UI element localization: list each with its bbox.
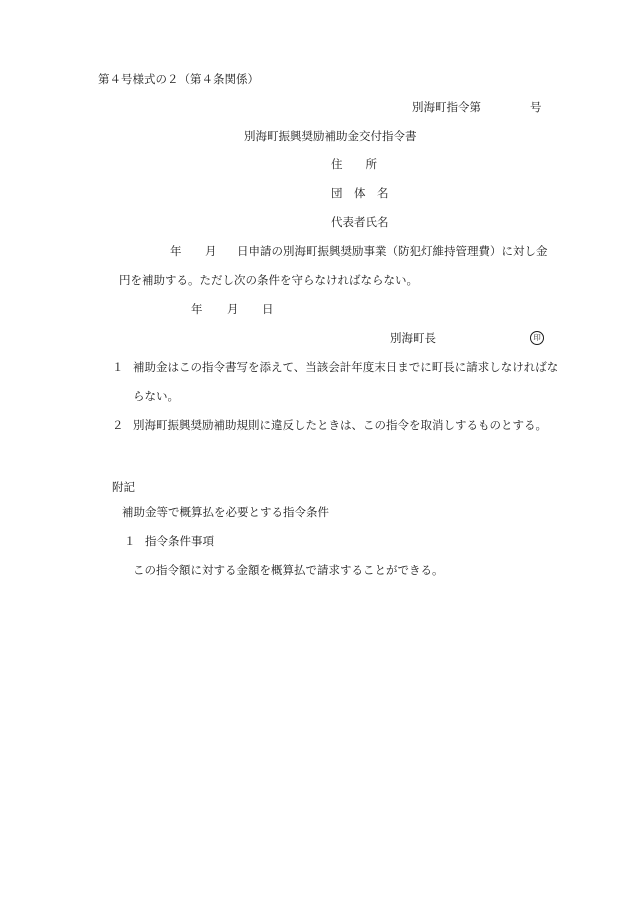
address-label: 住 所: [331, 157, 377, 171]
designation-suffix: 号: [530, 100, 542, 114]
appendix-heading: 附記: [112, 480, 135, 494]
representative-label: 代表者氏名: [331, 215, 389, 229]
condition-1-number: １: [112, 360, 124, 374]
application-text: 日申請の別海町振興奨励事業（防犯灯維持管理費）に対し金: [237, 244, 548, 258]
issue-day-label: 日: [262, 302, 274, 316]
appendix-item-title: 指令条件事項: [145, 534, 214, 548]
issue-month-label: 月: [227, 302, 239, 316]
application-year-label: 年: [170, 244, 182, 258]
seal-mark: 印: [530, 331, 544, 345]
grant-text: 円を補助する。ただし次の条件を守らなければならない。: [119, 273, 418, 287]
condition-1-line2: らない。: [133, 389, 179, 403]
issue-year-label: 年: [191, 302, 203, 316]
condition-1-line1: 補助金はこの指令書写を添えて、当該会計年度末日までに町長に請求しなければな: [133, 360, 559, 374]
appendix-item-number: １: [124, 534, 136, 548]
appendix-subheading: 補助金等で概算払を必要とする指令条件: [122, 505, 329, 519]
group-name-label: 団 体 名: [331, 186, 389, 200]
condition-2-line1: 別海町振興奨励補助規則に違反したときは、この指令を取消しするものとする。: [133, 418, 547, 432]
designation-prefix: 別海町指令第: [412, 100, 481, 114]
condition-2-number: ２: [112, 418, 124, 432]
application-month-label: 月: [205, 244, 217, 258]
appendix-item-text: この指令額に対する金額を概算払で請求することができる。: [133, 563, 444, 577]
form-number: 第４号様式の２（第４条関係）: [98, 72, 259, 86]
document-title: 別海町振興奨励補助金交付指令書: [244, 129, 417, 143]
issuer-name: 別海町長: [390, 331, 436, 345]
